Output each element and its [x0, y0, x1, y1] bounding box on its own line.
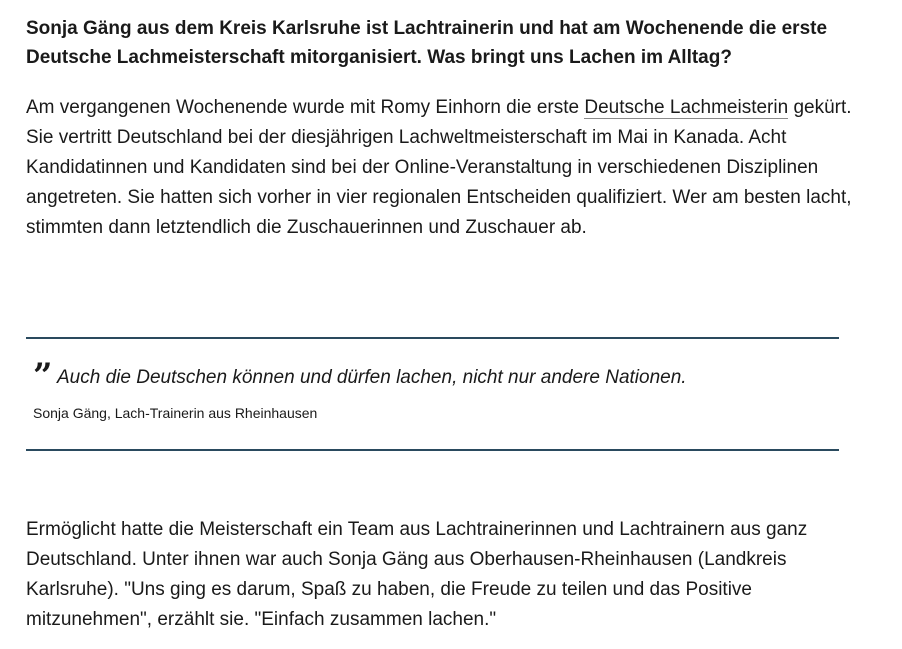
deutsche-lachmeisterin-link[interactable]: Deutsche Lachmeisterin — [584, 97, 789, 118]
quote-source: Sonja Gäng, Lach-Trainerin aus Rheinhausen — [33, 405, 318, 421]
quote-divider-bottom — [26, 449, 839, 451]
article-paragraph: Ermöglicht hatte die Meisterschaft ein Team aus Lachtrainerinnen und Lachtrainern aus ganz Deutschland. Unter ihnen war auch Sonja Gäng aus Oberhausen-Rheinhausen (Landkreis Karlsruhe). "Uns ging es darum, Spaß zu haben, die Freude zu teilen und das Positive mitzunehmen", erzählt sie. "Einfach zusammen lachen." — [26, 519, 808, 630]
paragraph-text: gekürt. Sie vertritt Deutschland bei der diesjährigen Lachweltmeisterschaft im Mai in Kanada. Acht Kandidatinnen und Kandidaten sind bei der Online-Veranstaltung in verschiedenen Disziplinen angetreten. Sie hatten sich vorher in vier regionalen Entscheiden qualifiziert. Wer am besten lacht, stimmten dann letztendlich die Zuschauerinnen und Zuschauer ab. — [26, 97, 852, 238]
quote-text: Auch die Deutschen können und dürfen lachen, nicht nur andere Nationen. — [57, 367, 687, 388]
quote-divider-top — [26, 337, 839, 339]
article-paragraph — [26, 93, 856, 243]
article-lead: Sonja Gäng aus dem Kreis Karlsruhe ist Lachtrainerin und hat am Wochenende die erste Deutsche Lachmeisterschaft mitorganisiert. Was bringt uns Lachen im Alltag? — [26, 18, 828, 68]
paragraph-text: Am vergangenen Wochenende wurde mit Romy Einhorn die erste — [26, 97, 585, 118]
quote-mark-icon: ” — [33, 356, 53, 396]
